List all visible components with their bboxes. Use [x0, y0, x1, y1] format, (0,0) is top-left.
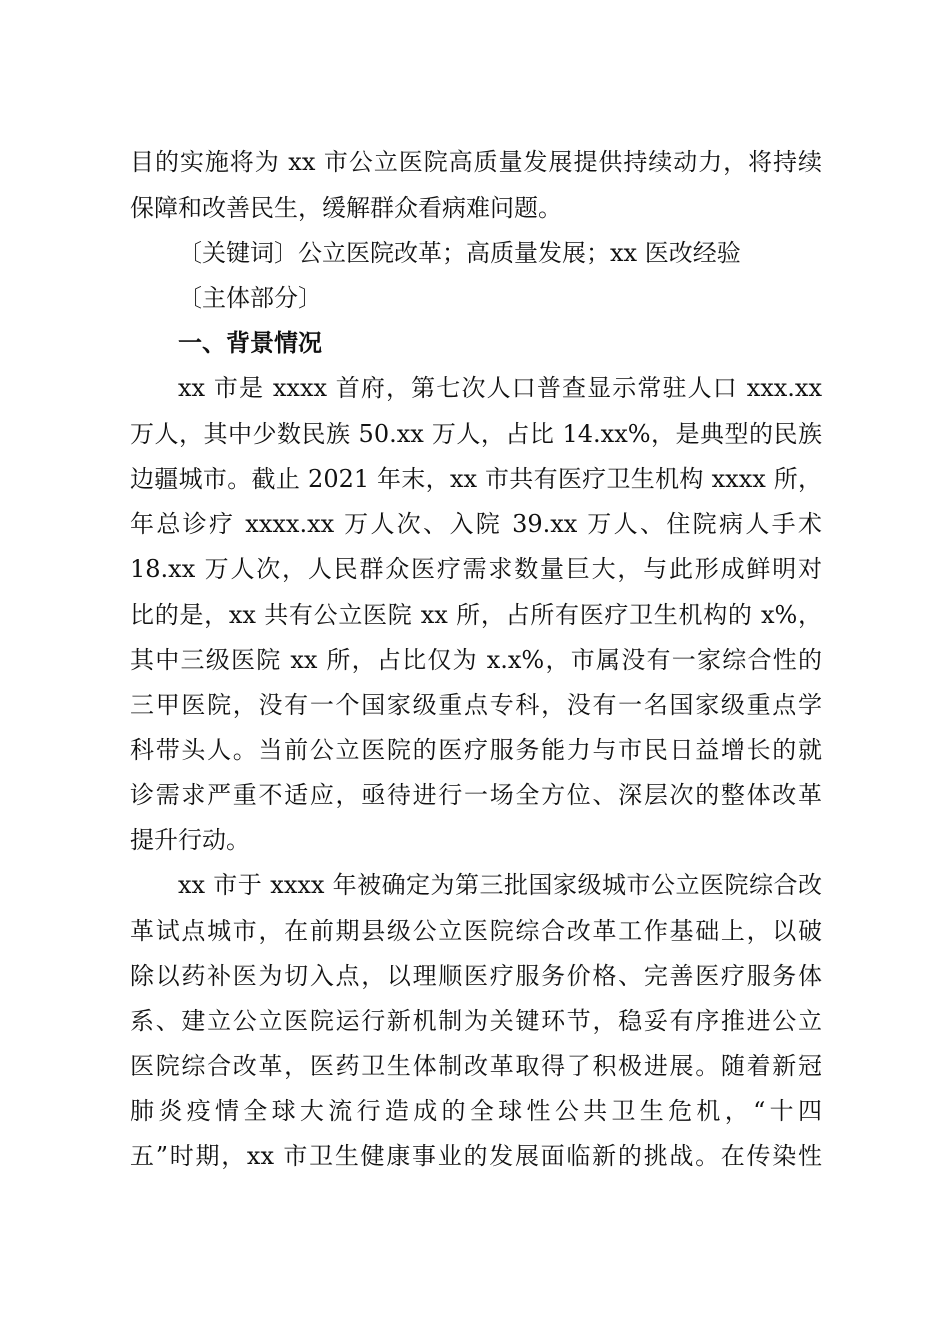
para1-line-1: xx 市是 xxxx 首府，第七次人口普查显示常驻人口 xxx.xx: [178, 374, 822, 402]
para1-line-9: 科带头人。当前公立医院的医疗服务能力与市民日益增长的就: [130, 736, 822, 764]
para2-line-1: xx 市于 xxxx 年被确定为第三批国家级城市公立医院综合改: [178, 871, 822, 899]
main-part-label: 〔主体部分〕: [178, 284, 322, 312]
para1-line-4: 年总诊疗 xxxx.xx 万人次、入院 39.xx 万人、住院病人手术: [130, 510, 822, 538]
keywords-line: 〔关键词〕公立医院改革；高质量发展；xx 医改经验: [178, 239, 741, 267]
para1-line-8: 三甲医院，没有一个国家级重点专科，没有一名国家级重点学: [130, 691, 822, 719]
para1-line-5: 18.xx 万人次，人民群众医疗需求数量巨大，与此形成鲜明对: [130, 555, 822, 583]
para1-line-7: 其中三级医院 xx 所，占比仅为 x.x%，市属没有一家综合性的: [130, 646, 822, 674]
para1-line-6: 比的是，xx 共有公立医院 xx 所，占所有医疗卫生机构的 x%，: [130, 601, 822, 629]
para2-line-6: 肺炎疫情全球大流行造成的全球性公共卫生危机，“十四: [130, 1097, 822, 1125]
para2-line-4: 系、建立公立医院运行新机制为关键环节，稳妥有序推进公立: [130, 1007, 822, 1035]
para1-line-3: 边疆城市。截止 2021 年末，xx 市共有医疗卫生机构 xxxx 所，: [130, 465, 822, 493]
para1-line-2: 万人，其中少数民族 50.xx 万人，占比 14.xx%，是典型的民族: [130, 420, 822, 448]
para2-line-3: 除以药补医为切入点，以理顺医疗服务价格、完善医疗服务体: [130, 962, 822, 990]
para2-line-5: 医院综合改革，医药卫生体制改革取得了积极进展。随着新冠: [130, 1052, 822, 1080]
para2-line-2: 革试点城市，在前期县级公立医院综合改革工作基础上，以破: [130, 917, 822, 945]
para1-line-11: 提升行动。: [130, 826, 250, 854]
para2-line-7: 五”时期，xx 市卫生健康事业的发展面临新的挑战。在传染性: [130, 1142, 822, 1170]
section-heading-background: 一、背景情况: [178, 329, 322, 357]
intro-line-2: 保障和改善民生，缓解群众看病难问题。: [130, 194, 562, 222]
intro-line-1: 目的实施将为 xx 市公立医院高质量发展提供持续动力，将持续: [130, 148, 822, 176]
para1-line-10: 诊需求严重不适应，亟待进行一场全方位、深层次的整体改革: [130, 781, 822, 809]
